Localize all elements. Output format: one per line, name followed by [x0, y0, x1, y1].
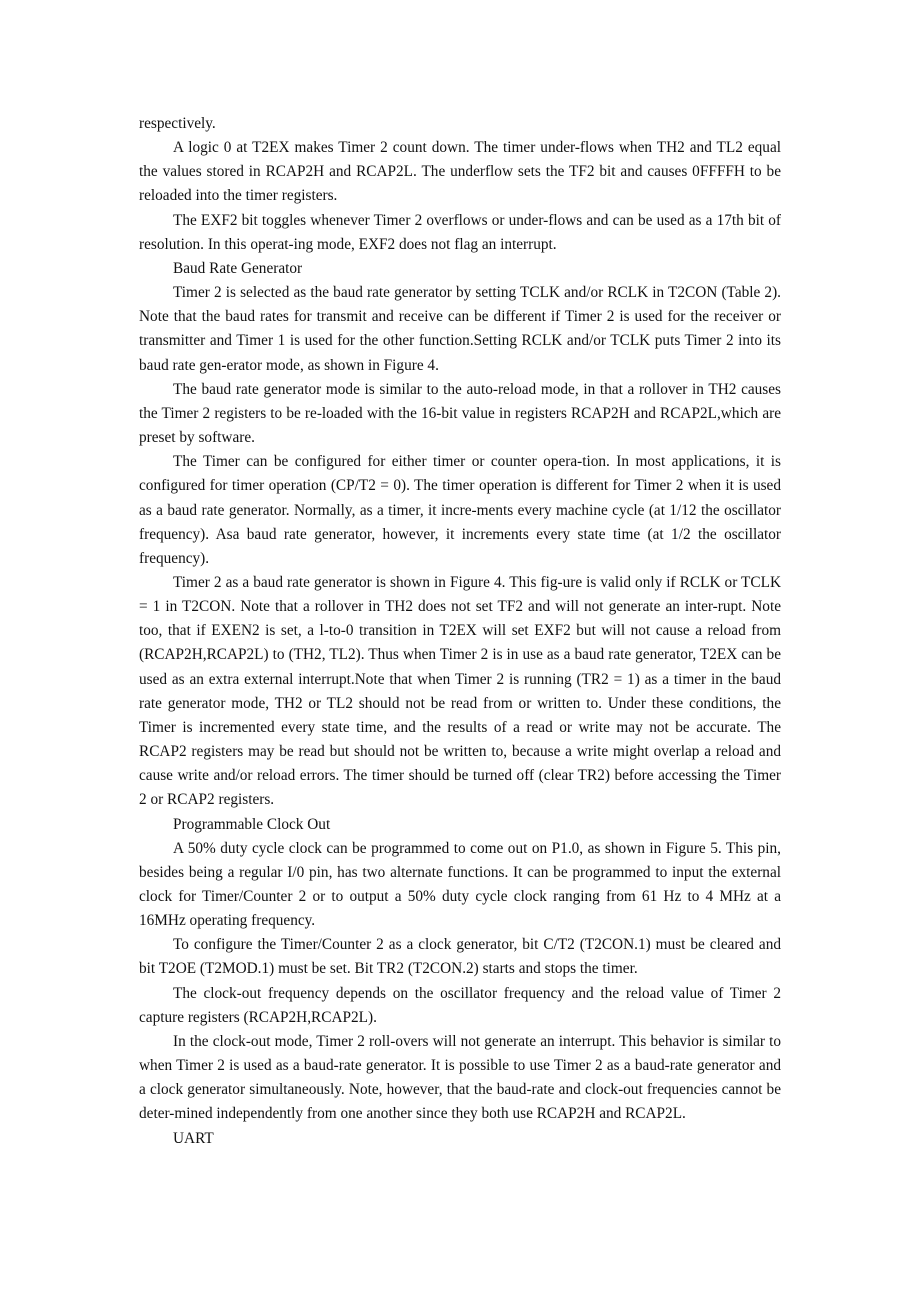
document-page: [139, 112, 781, 1151]
paragraph-continuation: respectively.: [139, 115, 216, 132]
paragraph-clock-out-p1-0: A 50% duty cycle clock can be programmed to come out on P1.0, as shown in Figure 5. This pin, besides being a regular I/0 pin, has two alternate functions. It can be programmed to input the external clock for Timer/Counter 2 or to output a 50% duty cycle clock ranging from 61 Hz to 4 MHz at a 16MHz operating frequency.: [139, 839, 781, 930]
section-heading-programmable-clock-out: Programmable Clock Out: [173, 815, 331, 833]
section-heading-uart: UART: [173, 1129, 214, 1147]
paragraph-figure-4-description: Timer 2 as a baud rate generator is shown in Figure 4. This fig-ure is valid only if RCLK or TCLK = 1 in T2CON. Note that a rollover in TH2 does not set TF2 and will not generate an inter-rupt. Note too, that if EXEN2 is set, a l-to-0 transition in T2EX will set EXF2 but will not cause a reload from (RCAP2H,RCAP2L) to (TH2, TL2). Thus when Timer 2 is in use as a baud rate generator, T2EX can be used as an extra external interrupt.Note that when Timer 2 is running (TR2 = 1) as a timer in the baud rate generator mode, TH2 or TL2 should not be read from or written to. Under these conditions, the Timer is incremented every state time, and the results of a read or write may not be accurate. The RCAP2 registers may be read but should not be written to, because a write might overlap a reload and cause write and/or reload errors. The timer should be turned off (clear TR2) before accessing the Timer 2 or RCAP2 registers.: [139, 573, 781, 809]
paragraph-t2ex-count-down: A logic 0 at T2EX makes Timer 2 count down. The timer under-flows when TH2 and TL2 equal the values stored in RCAP2H and RCAP2L. The underflow sets the TF2 bit and causes 0FFFFH to be reloaded into the timer registers.: [139, 139, 781, 205]
paragraph-baud-rate-mode: The baud rate generator mode is similar to the auto-reload mode, in that a rollover in TH2 causes the Timer 2 registers to be re-loaded with the 16-bit value in registers RCAP2H and RCAP2L,which are preset by software.: [139, 380, 781, 447]
paragraph-clock-out-frequency: The clock-out frequency depends on the oscillator frequency and the reload value of Timer 2 capture registers (RCAP2H,RCAP2L).: [139, 984, 781, 1026]
paragraph-baud-rate-selection: Timer 2 is selected as the baud rate generator by setting TCLK and/or RCLK in T2CON (Table 2). Note that the baud rates for transmit and receive can be different if Timer 2 is used for the receiver or transmitter and Timer 1 is used for the other function.Setting RCLK and/or TCLK puts Timer 2 into its baud rate gen-erator mode, as shown in Figure 4.: [139, 284, 781, 374]
paragraph-exf2-toggle: The EXF2 bit toggles whenever Timer 2 overflows or under-flows and can be used as a 17th bit of resolution. In this operat-ing mode, EXF2 does not flag an interrupt.: [139, 211, 781, 253]
paragraph-clock-generator-config: To configure the Timer/Counter 2 as a clock generator, bit C/T2 (T2CON.1) must be cleared and bit T2OE (T2MOD.1) must be set. Bit TR2 (T2CON.2) starts and stops the timer.: [139, 936, 781, 978]
section-heading-baud-rate-generator: Baud Rate Generator: [173, 259, 303, 277]
paragraph-clock-out-mode: In the clock-out mode, Timer 2 roll-overs will not generate an interrupt. This behavior is similar to when Timer 2 is used as a baud-rate generator. It is possible to use Timer 2 as a baud-rate generator and a clock generator simultaneously. Note, however, that the baud-rate and clock-out frequencies cannot be deter-mined independently from one another since they both use RCAP2H and RCAP2L.: [139, 1032, 781, 1123]
paragraph-timer-configuration: The Timer can be configured for either timer or counter opera-tion. In most applications, it is configured for timer operation (CP/T2 = 0). The timer operation is different for Timer 2 when it is used as a baud rate generator. Normally, as a timer, it incre-ments every machine cycle (at 1/12 the oscillator frequency). Asa baud rate generator, however, it increments every state time (at 1/2 the oscillator frequency).: [139, 453, 781, 567]
